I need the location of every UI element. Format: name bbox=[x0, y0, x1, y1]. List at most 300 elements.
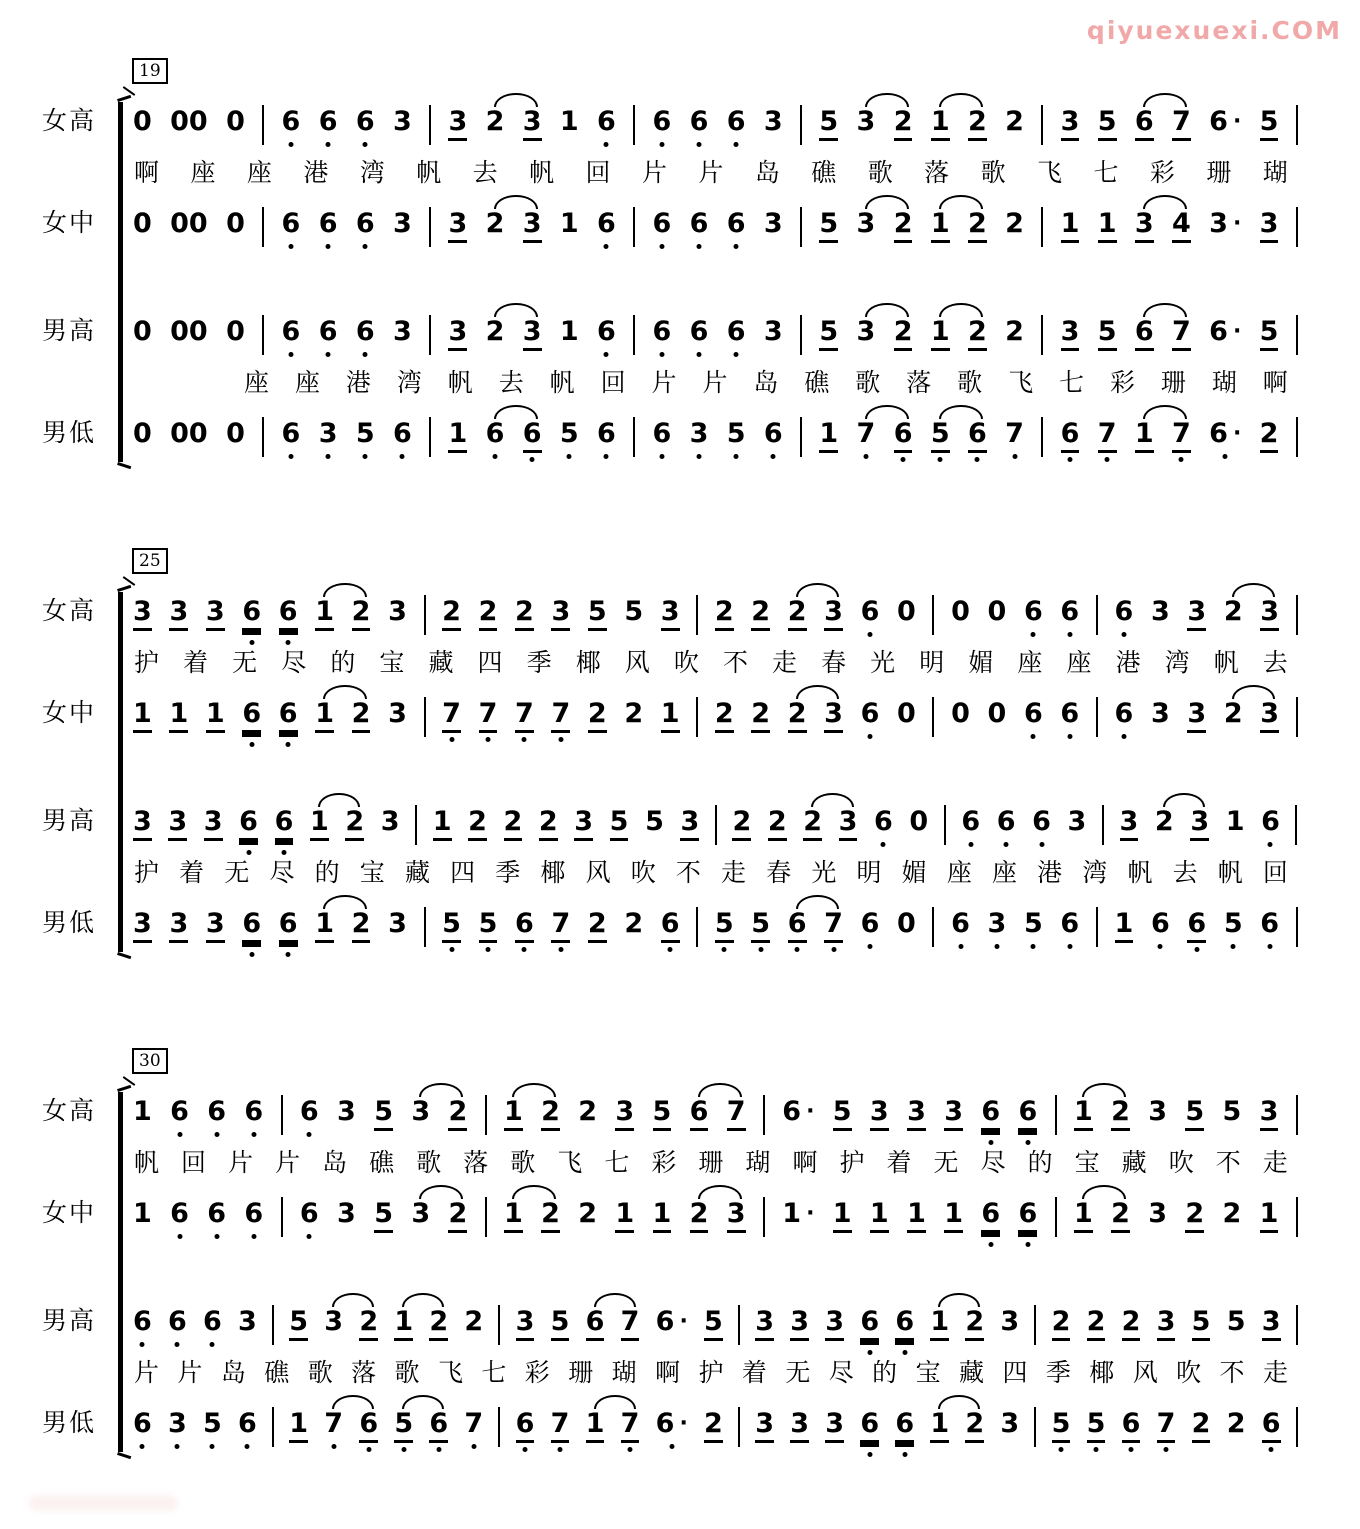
note: 5 bbox=[609, 807, 630, 841]
note: 2 bbox=[540, 1199, 561, 1233]
note: 3 bbox=[205, 909, 226, 943]
note: 6 bbox=[241, 909, 262, 943]
barline bbox=[424, 595, 426, 635]
lyric-syllable: 无 bbox=[232, 648, 258, 677]
lyric-syllable: 湾 bbox=[359, 158, 385, 187]
note: 6 bbox=[299, 1096, 319, 1127]
note: 2 bbox=[787, 699, 808, 733]
note: 6 bbox=[170, 1198, 189, 1229]
barline bbox=[485, 1197, 487, 1237]
lyric-syllable: 座 bbox=[244, 368, 270, 397]
lyric-syllable: 珊 bbox=[1206, 158, 1232, 187]
note: 2 bbox=[578, 1198, 598, 1229]
lyric-syllable: 藏 bbox=[404, 858, 430, 887]
lyric-syllable: 无 bbox=[224, 858, 250, 887]
note: 1 bbox=[585, 1409, 606, 1443]
lyric-syllable: 无 bbox=[933, 1148, 959, 1177]
note: 1 bbox=[314, 597, 335, 631]
lyric-syllable: 啊 bbox=[792, 1148, 818, 1177]
lyrics-row bbox=[126, 1144, 1302, 1184]
note: 2 bbox=[703, 1409, 724, 1443]
note: 1 bbox=[1225, 806, 1245, 837]
barline bbox=[1041, 417, 1043, 457]
lyric-syllable: 帆 bbox=[529, 158, 555, 187]
notes-row bbox=[126, 1082, 1302, 1144]
note: 3 bbox=[392, 208, 412, 239]
note: 6 bbox=[1060, 419, 1081, 453]
slur-arc bbox=[796, 685, 838, 699]
note: 5 bbox=[750, 909, 771, 943]
lyric-syllable: 湾 bbox=[1082, 858, 1108, 887]
note: 3 bbox=[823, 699, 844, 733]
note: 2 bbox=[802, 807, 823, 841]
voice-label: 男低 bbox=[41, 908, 96, 937]
lyric-syllable: 吹 bbox=[1176, 1358, 1202, 1387]
note: 3 bbox=[388, 908, 407, 939]
note: 3 bbox=[1259, 1097, 1280, 1131]
note: 1 bbox=[660, 699, 681, 733]
note: 2 bbox=[464, 1306, 484, 1337]
note: 3 bbox=[1060, 107, 1081, 141]
note: 7 bbox=[324, 1408, 344, 1439]
system bbox=[0, 548, 1360, 956]
lyric-syllable: 礁 bbox=[811, 158, 837, 187]
note: 6 bbox=[1023, 698, 1043, 729]
staff bbox=[126, 684, 1302, 746]
voice-label: 男高 bbox=[41, 1306, 96, 1335]
barline bbox=[1041, 105, 1043, 145]
note: 2 bbox=[1154, 806, 1174, 837]
lyric-syllable: 飞 bbox=[1037, 158, 1063, 187]
lyric-syllable: 去 bbox=[498, 368, 524, 397]
note: 6 bbox=[355, 208, 375, 239]
barline bbox=[1055, 1095, 1057, 1135]
slur-arc bbox=[811, 793, 853, 807]
slur-arc bbox=[332, 1395, 373, 1409]
lyric-syllable: 无 bbox=[785, 1358, 811, 1387]
note: 6 bbox=[133, 1408, 152, 1439]
staff bbox=[126, 404, 1302, 466]
lyric-syllable: 回 bbox=[1262, 858, 1288, 887]
slur-arc bbox=[318, 793, 359, 807]
note: 6 bbox=[281, 106, 301, 137]
note: 2 bbox=[441, 597, 462, 631]
note: 5 bbox=[587, 597, 608, 631]
note: 1 bbox=[906, 1199, 927, 1233]
note: 3 bbox=[337, 1096, 356, 1127]
lyric-syllable: 不 bbox=[1219, 1358, 1245, 1387]
note: 2 bbox=[344, 807, 365, 841]
lyric-syllable: 季 bbox=[526, 648, 552, 677]
barline bbox=[1295, 805, 1297, 845]
note: 1 bbox=[929, 1409, 950, 1443]
note: 6 bbox=[278, 597, 299, 631]
note: 1 bbox=[1134, 419, 1155, 453]
note: 7 bbox=[620, 1409, 641, 1443]
notes-row bbox=[126, 1292, 1302, 1354]
lyric-syllable: 座 bbox=[246, 158, 272, 187]
note: 6 bbox=[652, 316, 672, 347]
slur-arc bbox=[939, 195, 982, 209]
note: 3 bbox=[1261, 1307, 1282, 1341]
note: 3 bbox=[522, 209, 543, 243]
note: 3 bbox=[550, 597, 571, 631]
note: 5 bbox=[652, 1097, 673, 1131]
note: 1 bbox=[559, 316, 579, 347]
lyric-syllable: 吹 bbox=[630, 858, 656, 887]
slur-arc bbox=[494, 405, 537, 419]
note: 6 bbox=[358, 1409, 379, 1443]
note: 1 bbox=[205, 699, 226, 733]
barline bbox=[1296, 315, 1298, 355]
slur-arc bbox=[865, 303, 908, 317]
barline bbox=[800, 105, 802, 145]
lyric-syllable: 港 bbox=[1115, 648, 1141, 677]
note: 3 bbox=[823, 597, 844, 631]
lyric-syllable: 椰 bbox=[540, 858, 566, 887]
note: 1 bbox=[930, 317, 951, 351]
note: 6 bbox=[1114, 596, 1134, 627]
note: 6 bbox=[597, 418, 616, 449]
rest: 0 bbox=[897, 698, 916, 729]
note: 2 bbox=[447, 1097, 468, 1131]
note: 6 bbox=[597, 106, 616, 137]
note: 3 bbox=[824, 1409, 845, 1443]
lyric-syllable: 歌 bbox=[307, 1358, 333, 1387]
note: 3 bbox=[856, 208, 876, 239]
note: 7 bbox=[1171, 317, 1192, 351]
lyric-syllable: 岛 bbox=[322, 1148, 348, 1177]
note: 6 bbox=[238, 807, 259, 841]
rest: 0 bbox=[951, 596, 970, 627]
note: 5 bbox=[288, 1307, 309, 1341]
note: 3 bbox=[411, 1198, 431, 1229]
slur-arc bbox=[323, 895, 366, 909]
note: 6 bbox=[1060, 698, 1080, 729]
rest: 0 bbox=[226, 418, 245, 449]
lyric-syllable: 光 bbox=[870, 648, 896, 677]
lyric-syllable: 尽 bbox=[828, 1358, 854, 1387]
note: 6 bbox=[133, 1306, 152, 1337]
lyric-syllable: 的 bbox=[330, 648, 356, 677]
note: 3 bbox=[1119, 807, 1140, 841]
note: 2 bbox=[1259, 419, 1280, 453]
note: 3 bbox=[763, 106, 783, 137]
note: 6 · bbox=[782, 1096, 815, 1127]
note: 3 bbox=[754, 1307, 775, 1341]
note: 6 bbox=[244, 1096, 264, 1127]
note: 3 bbox=[447, 107, 468, 141]
note: 6 bbox=[1186, 909, 1207, 943]
note: 2 bbox=[478, 597, 499, 631]
slur-arc bbox=[698, 1083, 741, 1097]
note: 3 bbox=[380, 806, 400, 837]
system-rows bbox=[0, 1048, 1360, 1456]
slur-arc bbox=[1082, 1185, 1125, 1199]
note: 5 bbox=[818, 209, 839, 243]
notes-row bbox=[126, 582, 1302, 644]
system-rows bbox=[0, 58, 1360, 466]
barline bbox=[800, 207, 802, 247]
barline bbox=[800, 417, 802, 457]
note: 6 bbox=[859, 1307, 880, 1341]
barline bbox=[1296, 1197, 1298, 1237]
lyric-syllable: 片 bbox=[228, 1148, 254, 1177]
slur-arc bbox=[332, 1293, 373, 1307]
note: 6 bbox=[1261, 806, 1280, 837]
lyric-syllable: 歌 bbox=[957, 368, 983, 397]
lyric-syllable: 去 bbox=[1172, 858, 1198, 887]
lyric-syllable: 港 bbox=[345, 368, 371, 397]
note: 6 bbox=[428, 1409, 449, 1443]
note: 6 bbox=[1032, 806, 1051, 837]
lyric-syllable: 媚 bbox=[901, 858, 927, 887]
note: 6 bbox=[281, 418, 301, 449]
note: 3 bbox=[573, 807, 594, 841]
lyric-syllable: 瑚 bbox=[611, 1358, 637, 1387]
rest: 0 bbox=[133, 208, 152, 239]
rest: 0 bbox=[133, 418, 152, 449]
note: 3 bbox=[447, 317, 468, 351]
note: 2 bbox=[351, 597, 372, 631]
system-bracket bbox=[118, 592, 123, 952]
barline bbox=[633, 315, 635, 355]
note: 5 bbox=[645, 806, 664, 837]
note: 6 bbox=[170, 1096, 189, 1127]
barline bbox=[1034, 1407, 1036, 1447]
note: 3 bbox=[1148, 1096, 1168, 1127]
notes-row bbox=[126, 894, 1302, 956]
lyric-syllable: 光 bbox=[811, 858, 837, 887]
rest: 0 bbox=[897, 596, 916, 627]
note: 2 bbox=[428, 1307, 449, 1341]
note: 2 bbox=[750, 699, 771, 733]
note: 6 bbox=[951, 908, 970, 939]
note: 5 bbox=[1259, 107, 1280, 141]
lyric-syllable: 片 bbox=[177, 1358, 203, 1387]
note: 1 bbox=[559, 208, 579, 239]
lyrics-row bbox=[126, 854, 1302, 894]
note: 2 bbox=[967, 317, 988, 351]
note: 6 bbox=[996, 806, 1016, 837]
note: 3 bbox=[824, 1307, 845, 1341]
lyric-syllable: 帆 bbox=[1213, 648, 1239, 677]
note: 3 bbox=[869, 1097, 890, 1131]
note: 3 bbox=[1000, 1408, 1020, 1439]
lyric-syllable: 不 bbox=[675, 858, 701, 887]
slur-arc bbox=[1143, 405, 1186, 419]
barline bbox=[1096, 697, 1098, 737]
note: 1 · bbox=[782, 1198, 815, 1229]
note: 3 bbox=[522, 107, 543, 141]
slur-arc bbox=[865, 93, 908, 107]
note: 6 bbox=[689, 208, 709, 239]
slur-arc bbox=[698, 1185, 741, 1199]
note: 2 bbox=[351, 909, 372, 943]
lyric-syllable: 帆 bbox=[1127, 858, 1153, 887]
voice-row bbox=[0, 404, 1360, 466]
note: 2 bbox=[787, 597, 808, 631]
voice-row bbox=[0, 1394, 1360, 1456]
note: 3 bbox=[838, 807, 859, 841]
lyric-syllable: 座 bbox=[1066, 648, 1092, 677]
note: 6 bbox=[585, 1307, 606, 1341]
lyric-syllable: 彩 bbox=[1149, 158, 1175, 187]
note: 1 bbox=[1073, 1097, 1094, 1131]
note: 3 bbox=[1156, 1307, 1177, 1341]
note: 1 bbox=[930, 209, 951, 243]
voice-row bbox=[0, 302, 1360, 404]
note: 6 bbox=[515, 1409, 536, 1443]
note: 4 bbox=[1171, 209, 1192, 243]
note: 6 bbox=[787, 909, 808, 943]
notes-row bbox=[126, 684, 1302, 746]
note: 6 bbox=[689, 1097, 710, 1131]
lyric-syllable: 落 bbox=[906, 368, 932, 397]
note: 6 bbox=[860, 698, 880, 729]
note: 2 bbox=[503, 807, 524, 841]
lyric-syllable: 歌 bbox=[980, 158, 1006, 187]
lyric-syllable: 彩 bbox=[524, 1358, 550, 1387]
staff bbox=[126, 1184, 1302, 1246]
lyric-syllable: 走 bbox=[1262, 1148, 1288, 1177]
note: 3 bbox=[689, 418, 709, 449]
note: 3 bbox=[1000, 1306, 1020, 1337]
note: 2 bbox=[578, 1096, 598, 1127]
note: 5 bbox=[373, 1199, 394, 1233]
lyric-syllable: 座 bbox=[294, 368, 320, 397]
lyric-syllable: 季 bbox=[1045, 1358, 1071, 1387]
lyric-syllable: 风 bbox=[1132, 1358, 1158, 1387]
lyric-syllable: 片 bbox=[651, 368, 677, 397]
system-rows bbox=[0, 548, 1360, 956]
lyric-syllable: 四 bbox=[450, 858, 476, 887]
note: 1 bbox=[309, 807, 330, 841]
note: 3 bbox=[515, 1307, 536, 1341]
note: 3 bbox=[754, 1409, 775, 1443]
note: 2 bbox=[767, 807, 788, 841]
note: 5 bbox=[1086, 1409, 1107, 1443]
note: 5 bbox=[478, 909, 499, 943]
measure-number: 30 bbox=[132, 1048, 168, 1074]
system bbox=[0, 1048, 1360, 1456]
note: 6 bbox=[244, 1198, 264, 1229]
note: 3 bbox=[203, 807, 224, 841]
note: 6 bbox=[1017, 1097, 1038, 1131]
note: 6 bbox=[1114, 698, 1134, 729]
note: 3 bbox=[856, 316, 876, 347]
lyric-syllable: 宝 bbox=[1074, 1148, 1100, 1177]
system bbox=[0, 58, 1360, 466]
note: 2 bbox=[964, 1307, 985, 1341]
note: 7 bbox=[1171, 419, 1192, 453]
voice-label: 男低 bbox=[41, 1408, 96, 1437]
barline bbox=[1296, 1095, 1298, 1135]
slur-arc bbox=[939, 405, 982, 419]
voice-label: 女高 bbox=[41, 1096, 96, 1125]
note: 2 bbox=[1223, 698, 1243, 729]
slur-arc bbox=[494, 303, 537, 317]
barline bbox=[272, 1407, 274, 1447]
voice-label: 男低 bbox=[41, 418, 96, 447]
lyric-syllable: 七 bbox=[1059, 368, 1085, 397]
note: 6 bbox=[597, 316, 616, 347]
note: 6 bbox=[726, 208, 746, 239]
note: 6 bbox=[689, 316, 709, 347]
note: 2 bbox=[587, 699, 608, 733]
spacer bbox=[0, 256, 1360, 302]
note: 6 bbox=[860, 908, 880, 939]
note: 7 bbox=[1005, 418, 1024, 449]
lyric-syllable: 去 bbox=[1262, 648, 1288, 677]
note: 2 bbox=[967, 209, 988, 243]
note: 6 bbox=[1261, 1409, 1282, 1443]
lyrics-row bbox=[126, 364, 1302, 404]
note: 2 bbox=[1121, 1307, 1142, 1341]
rest: 0 bbox=[133, 316, 152, 347]
note: 2 bbox=[967, 107, 988, 141]
barline bbox=[715, 805, 717, 845]
note: 1 bbox=[503, 1199, 524, 1233]
lyric-syllable: 礁 bbox=[369, 1148, 395, 1177]
lyric-syllable: 藏 bbox=[1121, 1148, 1147, 1177]
lyric-syllable: 片 bbox=[275, 1148, 301, 1177]
lyric-syllable: 不 bbox=[722, 648, 748, 677]
note: 1 bbox=[1060, 209, 1081, 243]
note: 7 bbox=[726, 1097, 747, 1131]
lyric-syllable: 港 bbox=[303, 158, 329, 187]
note: 2 bbox=[485, 106, 505, 137]
barline bbox=[1296, 697, 1298, 737]
note: 6 bbox=[689, 106, 709, 137]
note: 2 bbox=[1005, 208, 1024, 239]
voice-row bbox=[0, 684, 1360, 746]
note: 6 bbox=[281, 208, 301, 239]
note: 2 bbox=[750, 597, 771, 631]
lyric-syllable: 瑚 bbox=[745, 1148, 771, 1177]
rest: 0 bbox=[909, 806, 929, 837]
slur-arc bbox=[512, 1185, 555, 1199]
slur-arc bbox=[865, 195, 908, 209]
note: 6 bbox=[726, 106, 746, 137]
note: 7 bbox=[514, 699, 535, 733]
note: 1 bbox=[1073, 1199, 1094, 1233]
note: 6 bbox=[355, 316, 375, 347]
lyric-syllable: 走 bbox=[772, 648, 798, 677]
lyric-syllable: 明 bbox=[919, 648, 945, 677]
note: 1 bbox=[314, 909, 335, 943]
note: 3 bbox=[168, 597, 189, 631]
note: 6 bbox=[278, 909, 299, 943]
note: 2 bbox=[893, 209, 914, 243]
lyric-syllable: 帆 bbox=[416, 158, 442, 187]
slur-arc bbox=[796, 583, 838, 597]
note: 7 bbox=[550, 699, 571, 733]
voice-row bbox=[0, 792, 1360, 894]
note: 5 bbox=[1191, 1307, 1212, 1341]
slur-arc bbox=[323, 583, 366, 597]
barline bbox=[932, 907, 934, 947]
lyric-syllable: 座 bbox=[190, 158, 216, 187]
notes-row bbox=[126, 1394, 1302, 1456]
note: 3 bbox=[1259, 699, 1280, 733]
lyric-syllable: 四 bbox=[1002, 1358, 1028, 1387]
note: 3 bbox=[943, 1097, 964, 1131]
note: 6 bbox=[763, 418, 783, 449]
lyric-syllable: 椰 bbox=[1089, 1358, 1115, 1387]
lyric-syllable: 春 bbox=[821, 648, 847, 677]
note: 3 bbox=[660, 597, 681, 631]
